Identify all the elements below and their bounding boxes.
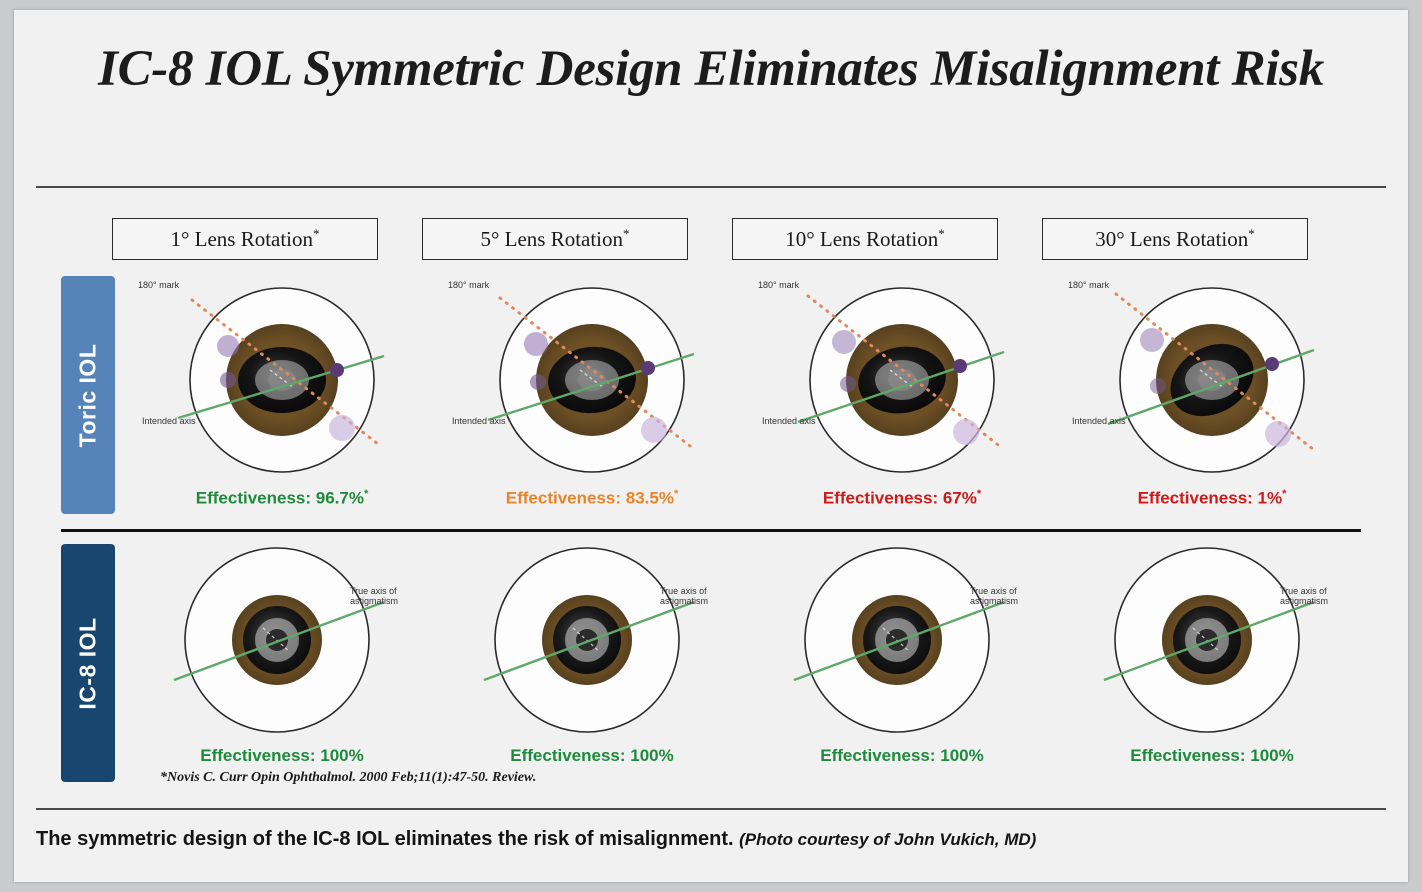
ic8-cell-2 [442, 540, 742, 765]
title-block [14, 10, 1408, 180]
eye-diagram-toric-1 [132, 270, 432, 495]
column-header-1: 1° Lens Rotation * [112, 218, 378, 260]
eye-svg [132, 270, 432, 495]
row-label-toric-iol [61, 276, 115, 514]
effectiveness-toric-1: Effectiveness: 96.7%* [195, 488, 369, 508]
eye-diagram-toric-3 [752, 270, 1052, 495]
ic8-cell-3 [752, 540, 1052, 765]
label-intended-axis: Intended axis [142, 416, 196, 426]
eye-diagram-ic8-4 [1062, 540, 1362, 765]
label-180-mark: 180° mark [1068, 280, 1110, 290]
column-header-4: 30° Lens Rotation * [1042, 218, 1308, 260]
column-header-1-label: 1° Lens Rotation [170, 226, 314, 251]
figure-area [36, 192, 1386, 802]
ic8-cell-1 [132, 540, 432, 765]
figure-caption [36, 828, 1386, 851]
toric-cell-2 [442, 270, 742, 508]
label-intended-axis: Intended axis [762, 416, 816, 426]
label-true-axis: True axis of astigmatism [350, 586, 399, 606]
ic8-cell-4 [1062, 540, 1362, 765]
eye-svg [442, 270, 742, 495]
figure-footnote: *Novis C. Curr Opin Ophthalmol. 2000 Feb;11(1):47-50. Review. [160, 770, 537, 785]
eye-diagram-ic8-3 [752, 540, 1052, 765]
label-true-axis: True axis of astigmatism [970, 586, 1019, 606]
effectiveness-ic8-1: Effectiveness: 100% [200, 746, 364, 765]
column-header-2: 5° Lens Rotation * [422, 218, 688, 260]
row-label-toric-iol-text: Toric IOL [74, 343, 101, 447]
column-header-4-label: 30° Lens Rotation [1095, 226, 1249, 251]
caption-credit: (Photo courtesy of John Vukich, MD) [739, 830, 1037, 849]
effectiveness-toric-2: Effectiveness: 83.5%* [505, 488, 679, 508]
title-divider [36, 186, 1386, 188]
row-divider [61, 529, 1361, 532]
eye-svg [1062, 540, 1362, 765]
column-header-2-label: 5° Lens Rotation [480, 226, 624, 251]
effectiveness-ic8-3: Effectiveness: 100% [820, 746, 984, 765]
eye-diagram-ic8-2 [442, 540, 742, 765]
label-intended-axis: Intended axis [452, 416, 506, 426]
caption-main: The symmetric design of the IC-8 IOL eliminates the risk of misalignment. [36, 828, 734, 850]
eye-svg [442, 540, 742, 765]
effectiveness-toric-3: Effectiveness: 67%* [822, 488, 982, 508]
eye-svg [752, 540, 1052, 765]
effectiveness-ic8-4: Effectiveness: 100% [1130, 746, 1294, 765]
row-label-ic8-iol [61, 544, 115, 782]
page-title: IC-8 IOL Symmetric Design Eliminates Misalignment Risk [98, 41, 1324, 97]
label-180-mark: 180° mark [448, 280, 490, 290]
label-180-mark: 180° mark [758, 280, 800, 290]
eye-diagram-toric-2 [442, 270, 742, 495]
effectiveness-ic8-2: Effectiveness: 100% [510, 746, 674, 765]
toric-cell-4 [1062, 270, 1362, 508]
row-label-ic8-iol-text: IC-8 IOL [74, 616, 101, 710]
toric-cell-1 [132, 270, 432, 508]
eye-svg [752, 270, 1052, 495]
label-true-axis: True axis of astigmatism [660, 586, 709, 606]
label-180-mark: 180° mark [138, 280, 180, 290]
column-header-3-label: 10° Lens Rotation [785, 226, 939, 251]
eye-svg [1062, 270, 1362, 495]
caption-divider [36, 808, 1386, 810]
eye-diagram-toric-4 [1062, 270, 1362, 495]
label-true-axis: True axis of astigmatism [1280, 586, 1329, 606]
toric-cell-3 [752, 270, 1052, 508]
label-intended-axis: Intended axis [1072, 416, 1126, 426]
column-header-3: 10° Lens Rotation * [732, 218, 998, 260]
eye-svg [132, 540, 432, 765]
effectiveness-toric-4: Effectiveness: 1%* [1137, 488, 1287, 508]
poster-page [14, 10, 1408, 882]
eye-diagram-ic8-1 [132, 540, 432, 765]
